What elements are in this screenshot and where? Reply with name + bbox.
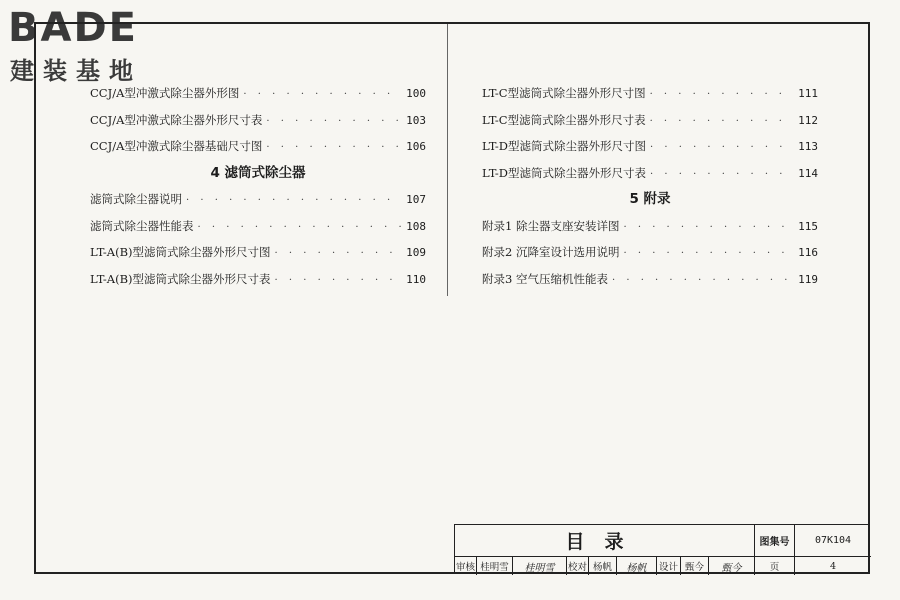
toc-left-column — [90, 80, 426, 292]
toc-entry-title: 滤筒式除尘器性能表 — [90, 218, 194, 233]
toc-entry-title: CCJ/A型冲激式除尘器外形图 — [90, 86, 240, 100]
toc-entry-page: 116 — [798, 246, 818, 259]
toc-right-column — [482, 80, 818, 292]
toc-entry — [482, 239, 818, 266]
proofer-name: 杨帆 — [589, 557, 617, 575]
sheet-title: 目录 — [455, 525, 755, 557]
toc-entry-title: CCJ/A型冲激式除尘器基础尺寸图 — [90, 139, 263, 153]
page-label: 页 — [755, 557, 795, 575]
toc-entry-title: 附录2 沉降室设计选用说明 — [482, 245, 620, 259]
dot-leader — [275, 268, 403, 295]
toc-entry — [90, 239, 426, 266]
toc-entry-title: LT-C型滤筒式除尘器外形尺寸表 — [482, 112, 646, 127]
toc-entry-page: 111 — [798, 87, 818, 100]
dot-leader — [266, 109, 402, 136]
toc-entry — [482, 133, 818, 160]
logo-subtitle: 建装基地 — [10, 57, 142, 85]
toc-entry-page: 106 — [406, 140, 426, 153]
toc-entry-title: 滤筒式除尘器说明 — [90, 192, 182, 206]
dot-leader — [650, 162, 794, 189]
toc-entry-page: 114 — [798, 166, 818, 180]
toc-entry-page: 108 — [406, 219, 426, 233]
toc-entry — [482, 213, 818, 240]
toc-entry — [482, 107, 818, 134]
toc-entry-title: LT-D型滤筒式除尘器外形尺寸表 — [482, 165, 646, 180]
toc-entry-title: LT-A(B)型滤筒式除尘器外形尺寸表 — [90, 271, 271, 286]
page-number: 4 — [829, 560, 837, 572]
dot-leader — [275, 241, 403, 268]
dot-leader — [623, 241, 794, 268]
atlas-number: 07K104 — [795, 525, 871, 557]
toc-entry-title: LT-A(B)型滤筒式除尘器外形尺寸图 — [90, 245, 271, 259]
toc-entry — [90, 213, 426, 240]
toc-entry-title: CCJ/A型冲激式除尘器外形尺寸表 — [90, 112, 263, 127]
section-heading: 4 滤筒式除尘器 — [210, 164, 306, 181]
toc-entry-page: 119 — [798, 272, 818, 286]
atlas-number-label: 图集号 — [755, 525, 795, 557]
proof-label: 校对 — [567, 557, 589, 575]
toc-entry-title: LT-C型滤筒式除尘器外形尺寸图 — [482, 86, 646, 100]
toc-entry-title: 附录1 除尘器支座安装详图 — [482, 218, 620, 233]
toc-entry — [482, 160, 818, 187]
reviewer-name: 桂明雪 — [477, 557, 513, 575]
toc-entry — [90, 266, 426, 293]
toc-entry-title: 附录3 空气压缩机性能表 — [482, 271, 608, 286]
toc-entry-title: LT-D型滤筒式除尘器外形尺寸图 — [482, 139, 646, 153]
dot-leader — [623, 215, 794, 242]
toc-entry-page: 110 — [406, 272, 426, 286]
toc-entry-page: 112 — [798, 113, 818, 127]
toc-entry — [482, 80, 818, 107]
designer-name: 甄今 — [681, 557, 709, 575]
review-label: 审核 — [455, 557, 477, 575]
column-divider — [447, 24, 448, 296]
title-block — [454, 524, 870, 574]
dot-leader — [650, 135, 794, 162]
dot-leader — [612, 268, 794, 295]
toc-entry — [90, 80, 426, 107]
toc-entry-page: 113 — [798, 140, 818, 153]
reviewer-signature: 桂明雪 — [513, 557, 567, 575]
toc-entry — [90, 107, 426, 134]
dot-leader — [650, 82, 795, 109]
toc-entry-page: 109 — [406, 246, 426, 259]
dot-leader — [198, 215, 403, 242]
toc-entry — [482, 266, 818, 293]
design-label: 设计 — [657, 557, 681, 575]
dot-leader — [243, 82, 402, 109]
toc-entry — [90, 133, 426, 160]
toc-entry-page: 115 — [798, 219, 818, 233]
toc-entry-page: 100 — [406, 87, 426, 100]
section-heading: 5 附录 — [629, 191, 671, 207]
dot-leader — [186, 188, 402, 215]
toc-entry-page: 107 — [406, 193, 426, 206]
proofer-signature: 杨帆 — [617, 557, 657, 575]
designer-signature: 甄今 — [709, 557, 755, 575]
dot-leader — [266, 135, 402, 162]
toc-entry — [90, 186, 426, 213]
toc-entry-page: 103 — [406, 113, 426, 127]
dot-leader — [650, 109, 795, 136]
logo-wordmark: BADE — [8, 5, 138, 51]
